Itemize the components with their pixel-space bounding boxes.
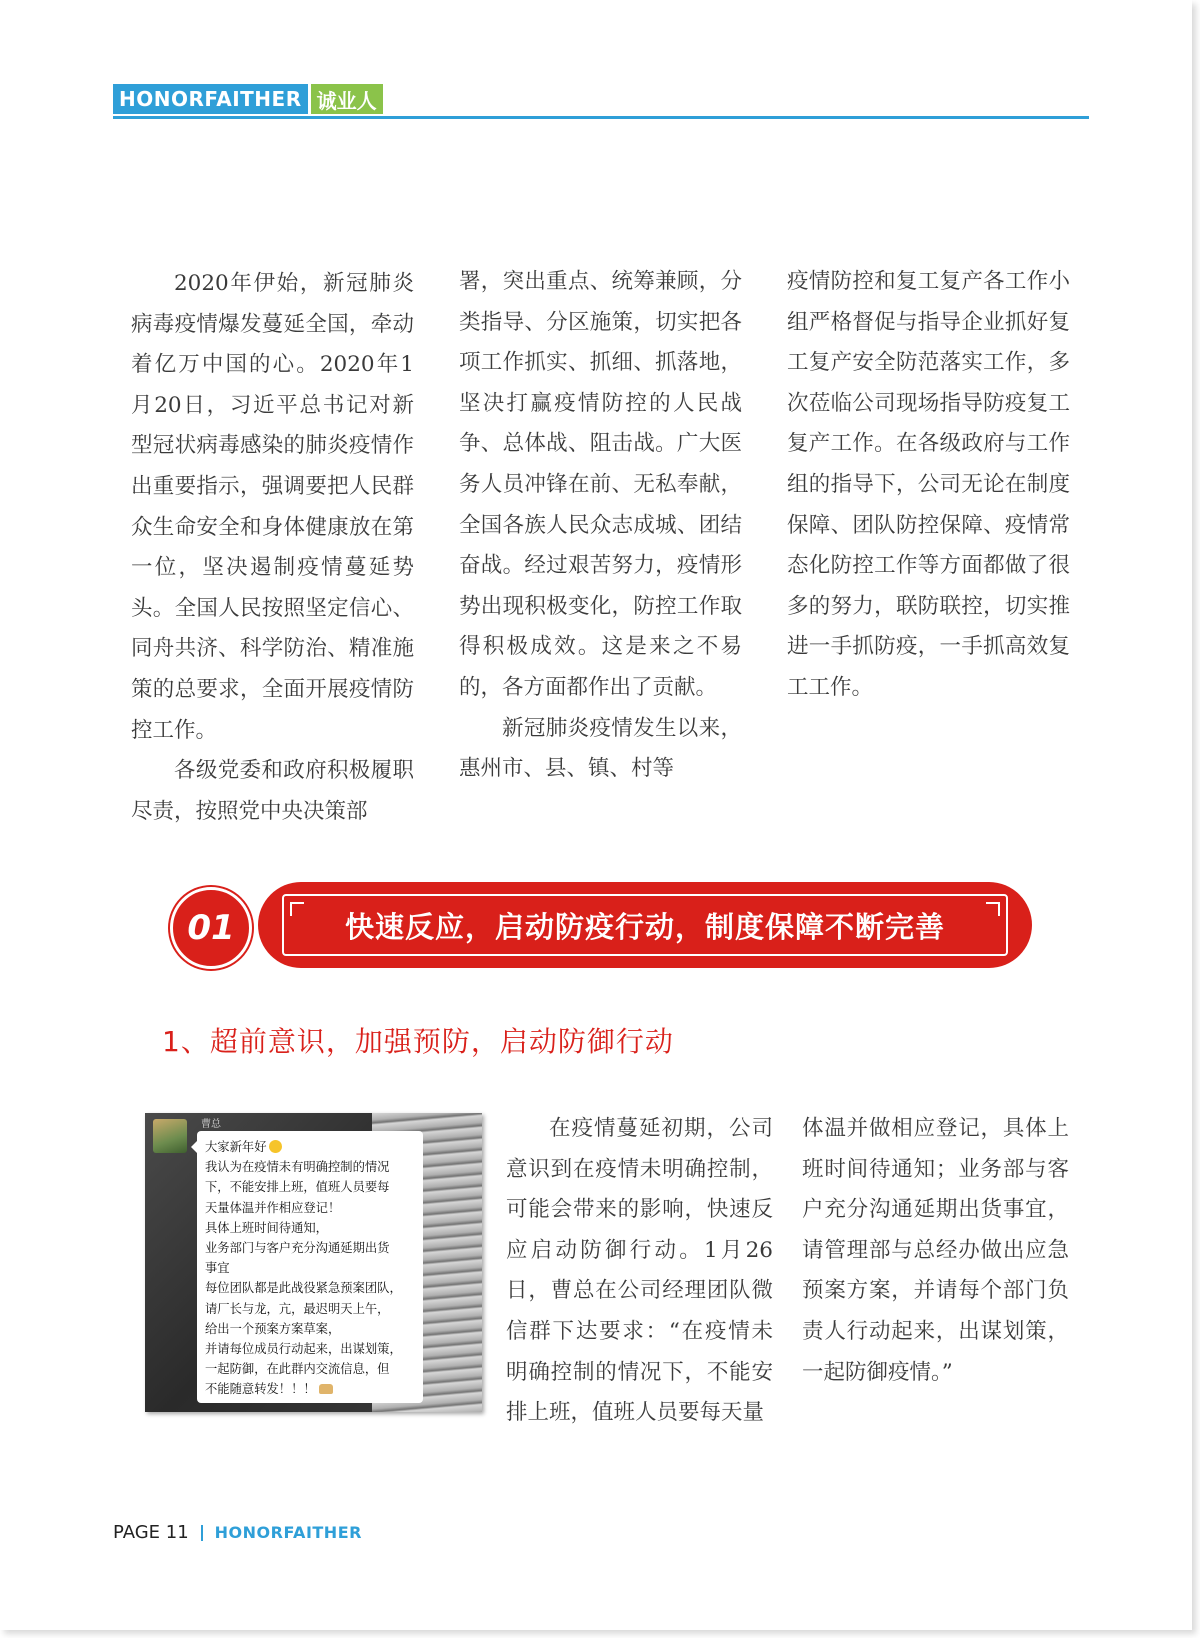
chat-line: 天量体温并作相应登记！	[205, 1200, 341, 1215]
intro-paragraph-3-cont: 疫情防控和复工复产各工作小组严格督促与指导企业抓好复工复产安全防范落实工作，多次莅临公司现场指导防疫复工复产工作。在各级政府与工作组的指导下，公司无论在制度保障、团队防控保障、疫情常态化防控工作等方面都做了很多的努力，联防联控，切实推进一手抓防疫，一手抓高效复工工作。	[787, 269, 1070, 700]
story-paragraph-cont: 体温并做相应登记，具体上班时间待通知；业务部与客户充分沟通延期出货事宜，请管理部与总经办做出应急预案方案，并请每个部门负责人行动起来，出谋划策，一起防御疫情。”	[802, 1116, 1069, 1385]
chat-line: 具体上班时间待通知，	[205, 1220, 328, 1235]
chat-sender: 曹总	[201, 1119, 221, 1130]
intro-column-1	[131, 264, 414, 832]
section-number: 01	[170, 887, 252, 969]
chat-line: 一起防御，在此群内交流信息，但	[205, 1362, 390, 1377]
intro-column-3	[787, 262, 1070, 709]
smile-emoji-icon	[269, 1140, 282, 1153]
story-column-1	[506, 1109, 773, 1434]
cake-emoji-icon	[319, 1384, 333, 1394]
story-paragraph: 在疫情蔓延初期，公司意识到在疫情未明确控制，可能会带来的影响，快速反应启动防御行动。1月26日，曹总在公司经理团队微信群下达要求：“在疫情未明确控制的情况下，不能安排上班，值班人员要每天量	[506, 1116, 773, 1426]
intro-paragraph-1: 2020年伊始，新冠肺炎病毒疫情爆发蔓延全国，牵动着亿万中国的心。2020年1月20日，习近平总书记对新型冠状病毒感染的肺炎疫情作出重要指示，强调要把人民群众生命安全和身体健康放在第一位，坚决遏制疫情蔓延势头。全国人民按照坚定信心、同舟共济、科学防治、精准施策的总要求，全面开展疫情防控工作。	[131, 271, 414, 743]
brand-chinese: 诚业人	[311, 84, 383, 114]
chat-line: 请厂长与龙，亢，最迟明天上午，	[205, 1301, 390, 1316]
chat-line: 不能随意转发！！！	[205, 1379, 417, 1399]
page-footer	[113, 1522, 362, 1543]
chat-screenshot	[145, 1113, 482, 1412]
chat-bubble	[197, 1131, 423, 1403]
footer-brand: HONORFAITHER	[214, 1523, 362, 1542]
footer-divider	[201, 1525, 203, 1541]
intro-paragraph-2: 各级党委和政府积极履职尽责，按照党中央决策部	[131, 758, 414, 824]
story-column-2	[802, 1109, 1069, 1393]
brand-english: HONORFAITHER	[113, 84, 308, 114]
section-banner	[170, 882, 1032, 968]
chat-line: 并请每位成员行动起来，出谋划策，	[205, 1342, 402, 1357]
intro-paragraph-2-cont: 署，突出重点、统筹兼顾，分类指导、分区施策，切实把各项工作抓实、抓细、抓落地，坚决打赢疫情防控的人民战争、总体战、阻击战。广大医务人员冲锋在前、无私奉献，全国各族人民众志成城、团结奋战。经过艰苦努力，疫情形势出现积极变化，防控工作取得积极成效。这是来之不易的，各方面都作出了贡献。	[459, 269, 742, 700]
chat-line: 下，不能安排上班，值班人员要每	[205, 1180, 390, 1195]
chat-line: 事宜	[205, 1261, 230, 1276]
chat-line: 给出一个预案方案草案，	[205, 1321, 341, 1336]
brand-logo	[113, 84, 383, 114]
page-number: PAGE 11	[113, 1522, 189, 1543]
header-rule	[113, 116, 1089, 119]
chat-line: 大家新年好	[205, 1137, 417, 1157]
chat-line: 每位团队都是此战役紧急预案团队，	[205, 1281, 402, 1296]
avatar	[153, 1119, 187, 1153]
subsection-title: 1、超前意识，加强预防，启动防御行动	[162, 1025, 674, 1058]
intro-column-2	[459, 262, 742, 790]
chat-line: 我认为在疫情未有明确控制的情况	[205, 1160, 390, 1175]
intro-paragraph-3: 新冠肺炎疫情发生以来，惠州市、县、镇、村等	[459, 715, 742, 782]
chat-line: 业务部门与客户充分沟通延期出货	[205, 1241, 390, 1256]
section-title: 快速反应，启动防疫行动，制度保障不断完善	[344, 909, 945, 944]
page-header	[113, 84, 1089, 118]
section-title-pill	[258, 882, 1032, 968]
